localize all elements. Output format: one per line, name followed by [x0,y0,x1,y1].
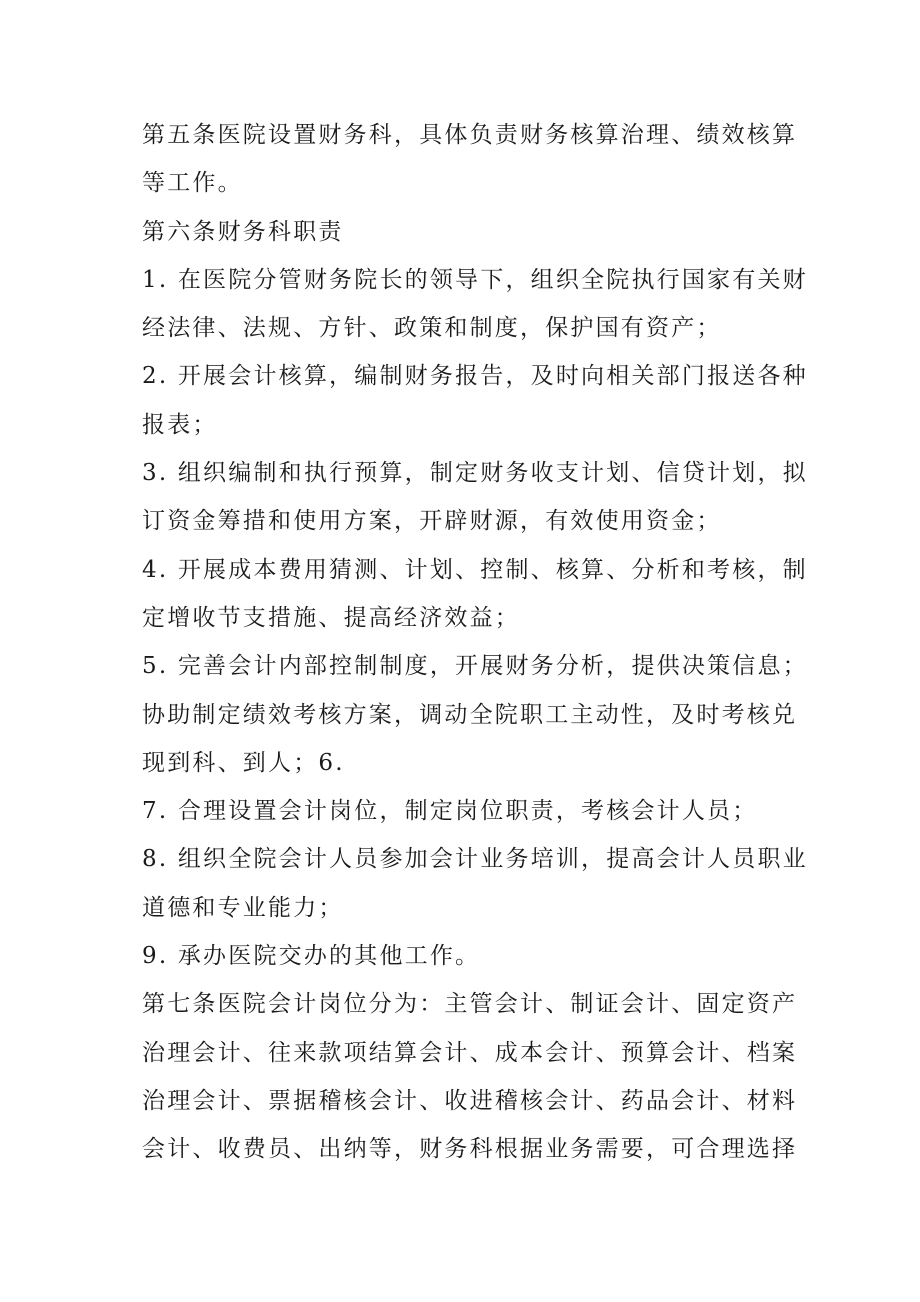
text-line: 治理会计、票据稽核会计、收进稽核会计、药品会计、材料 [142,1087,798,1114]
text-line: 治理会计、往来款项结算会计、成本会计、预算会计、档案 [142,1039,798,1066]
text-line: 第七条医院会计岗位分为：主管会计、制证会计、固定资产 [142,991,798,1018]
text-line: 道德和专业能力； [142,894,344,921]
text-line: 定增收节支措施、提高经济效益； [142,604,520,631]
text-line: 2. 开展会计核算，编制财务报告，及时向相关部门报送各种 [142,363,808,390]
text-line: 现到科、到人；6. [142,749,345,776]
text-line: 3. 组织编制和执行预算，制定财务收支计划、信贷计划，拟 [142,460,808,487]
text-line: 1. 在医院分管财务院长的领导下，组织全院执行国家有关财 [142,266,808,293]
text-line: 经法律、法规、方针、政策和制度，保护国有资产； [142,315,722,342]
text-line: 5. 完善会计内部控制制度，开展财务分析，提供决策信息； [142,653,808,680]
text-line: 9. 承办医院交办的其他工作。 [142,943,481,970]
text-line: 7. 合理设置会计岗位，制定岗位职责，考核会计人员； [142,798,758,825]
text-line: 等工作。 [142,170,243,197]
section-heading: 第六条财务科职责 [142,218,344,245]
text-line: 协助制定绩效考核方案，调动全院职工主动性，及时考核兑 [142,701,798,728]
text-line: 订资金筹措和使用方案，开辟财源，有效使用资金； [142,508,722,535]
text-line: 会计、收费员、出纳等，财务科根据业务需要，可合理选择 [142,1136,798,1163]
document-body [142,111,808,1174]
text-line: 4. 开展成本费用猜测、计划、控制、核算、分析和考核，制 [142,556,808,583]
text-line: 第五条医院设置财务科，具体负责财务核算治理、绩效核算 [142,122,798,148]
text-line: 报表； [142,411,218,438]
text-line: 8. 组织全院会计人员参加会计业务培训，提高会计人员职业 [142,846,808,873]
